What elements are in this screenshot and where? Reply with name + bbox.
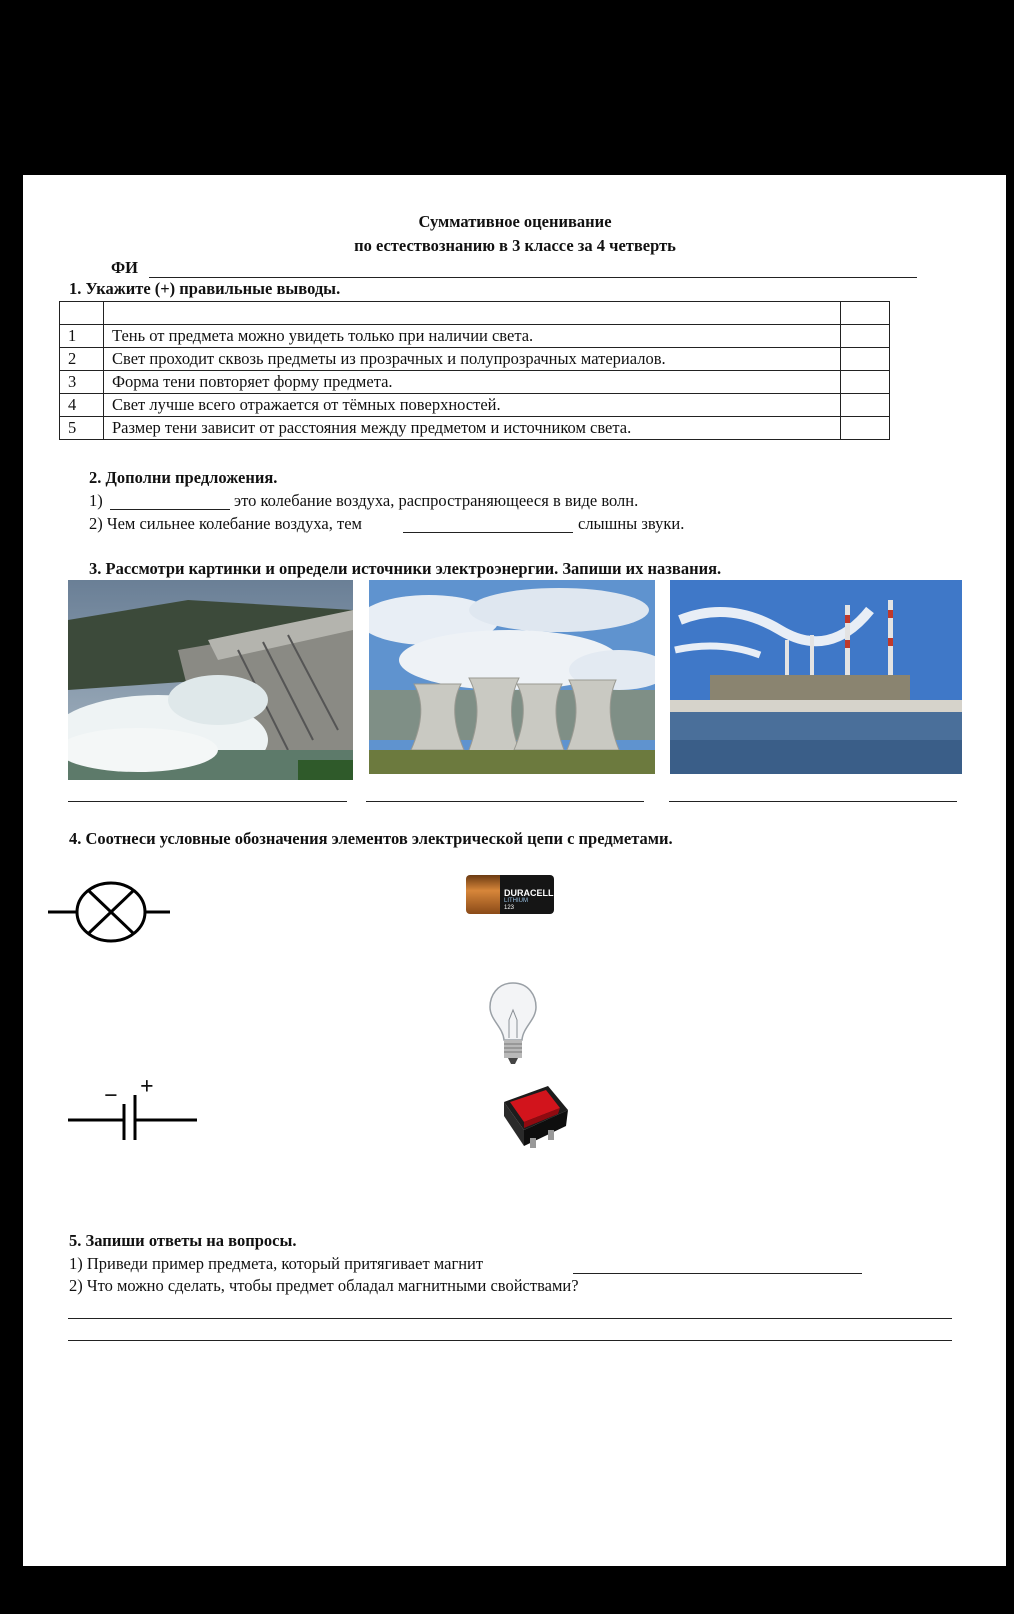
thermal-power-plant-image	[670, 580, 962, 774]
table-row	[60, 371, 890, 394]
answer-cell[interactable]	[841, 371, 890, 394]
q4-heading: 4. Соотнеси условные обозначения элементов электрической цепи с предметами.	[69, 829, 673, 848]
row-statement: Форма тени повторяет форму предмета.	[104, 371, 841, 394]
row-statement: Свет проходит сквозь предметы из прозрачных и полупрозрачных материалов.	[104, 348, 841, 371]
answer-cell[interactable]	[841, 325, 890, 348]
q5-question-2: 2) Что можно сделать, чтобы предмет обладал магнитными свойствами?	[69, 1276, 579, 1295]
q5-answer-2-line-1[interactable]	[68, 1318, 952, 1319]
lamp-symbol-icon	[40, 870, 180, 950]
answer-cell[interactable]	[841, 348, 890, 371]
name-label: ФИ	[111, 258, 139, 277]
duracell-battery-image	[466, 872, 556, 917]
answer-cell[interactable]	[841, 394, 890, 417]
q5-answer-2-line-2[interactable]	[68, 1340, 952, 1341]
rocker-switch-image	[500, 1080, 570, 1150]
table-header-row	[60, 302, 890, 325]
q5-heading: 5. Запиши ответы на вопросы.	[69, 1231, 297, 1250]
q5-question-1: 1) Приведи пример предмета, который притягивает магнит	[69, 1254, 484, 1273]
answer-cell[interactable]	[841, 417, 890, 440]
nuclear-cooling-towers-image	[369, 580, 655, 774]
battery-type: LITHIUM	[504, 898, 528, 904]
q2-heading: 2. Дополни предложения.	[89, 468, 278, 487]
title-line-1: Суммативное оценивание	[418, 212, 612, 231]
plus-sign: +	[140, 1074, 154, 1100]
table-row	[60, 348, 890, 371]
row-number: 5	[60, 417, 104, 440]
name-field[interactable]	[149, 277, 917, 278]
q1-heading: 1. Укажите (+) правильные выводы.	[69, 279, 341, 298]
q2-blank-1[interactable]	[110, 509, 230, 510]
battery-model: 123	[504, 905, 515, 911]
hydroelectric-dam-image	[68, 580, 353, 780]
row-number: 1	[60, 325, 104, 348]
q2-s1-suffix: это колебание воздуха, распространяющееся в виде волн.	[234, 491, 639, 510]
row-statement: Свет лучше всего отражается от тёмных поверхностей.	[104, 394, 841, 417]
row-statement: Тень от предмета можно увидеть только при наличии света.	[104, 325, 841, 348]
table-row	[60, 394, 890, 417]
table-row	[60, 417, 890, 440]
q2-blank-2[interactable]	[403, 532, 573, 533]
q2-s1-prefix: 1)	[89, 491, 103, 510]
q3-answer-2[interactable]	[366, 801, 644, 802]
row-statement: Размер тени зависит от расстояния между предметом и источником света.	[104, 417, 841, 440]
table-row	[60, 325, 890, 348]
q3-heading: 3. Рассмотри картинки и определи источники электроэнергии. Запиши их названия.	[89, 559, 722, 578]
row-number: 3	[60, 371, 104, 394]
battery-symbol-icon	[60, 1075, 210, 1150]
title-line-2: по естествознанию в 3 классе за 4 четверть	[354, 236, 676, 255]
battery-brand: DURACELL	[504, 888, 554, 898]
q2-s2-prefix: 2) Чем сильнее колебание воздуха, тем	[89, 514, 362, 533]
q2-s2-suffix: слышны звуки.	[578, 514, 685, 533]
light-bulb-image	[487, 980, 539, 1068]
q1-table	[59, 301, 890, 440]
q5-answer-1[interactable]	[573, 1273, 862, 1274]
q3-answer-3[interactable]	[669, 801, 957, 802]
q3-answer-1[interactable]	[68, 801, 347, 802]
minus-sign: −	[104, 1083, 118, 1109]
row-number: 4	[60, 394, 104, 417]
row-number: 2	[60, 348, 104, 371]
